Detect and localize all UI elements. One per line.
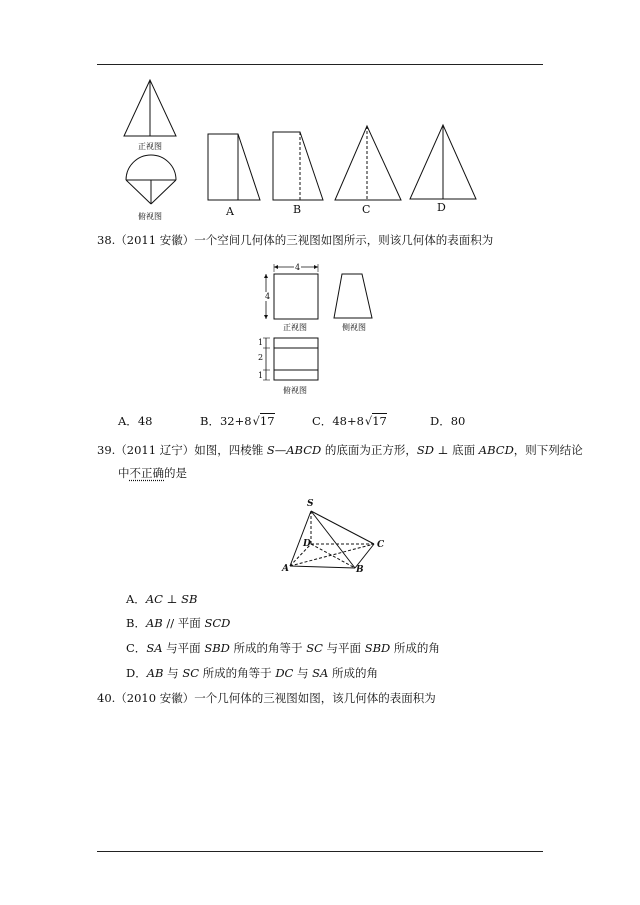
choice-letter: A． xyxy=(118,414,138,428)
radicand: 17 xyxy=(372,414,387,428)
sqrt-sign: √ xyxy=(364,414,373,428)
q39-stem-line1 xyxy=(97,445,583,457)
choice-var: SC xyxy=(182,666,199,680)
choice-text: 与 xyxy=(293,666,313,680)
option-d-figure xyxy=(407,123,479,201)
choice-text: 所成的角 xyxy=(390,641,440,655)
choice-text: 80 xyxy=(450,414,466,428)
choice-var: SBD xyxy=(364,641,391,655)
choice-var: AC xyxy=(145,592,163,606)
sqrt-sign: √ xyxy=(252,414,260,428)
bottom-rule xyxy=(97,851,543,852)
option-a-label: A xyxy=(226,205,234,218)
q39-text: 39.（2011 辽宁）如图，四棱锥 xyxy=(97,443,267,457)
choice-text: 32+8 xyxy=(219,414,252,428)
choice-letter: D． xyxy=(430,414,451,428)
q39-var: SD xyxy=(416,443,435,457)
choice-letter: B． xyxy=(200,414,220,428)
choice-var: SC xyxy=(306,641,323,655)
choice-var: SB xyxy=(181,592,198,606)
pyramid-label-s: S xyxy=(307,499,314,509)
choice-text: 与平面 xyxy=(162,641,205,655)
choice-letter: A． xyxy=(126,592,146,606)
q38-front-label: 正视图 xyxy=(283,323,307,332)
q38-choice-d xyxy=(430,416,465,428)
q39-text: 中 xyxy=(118,466,130,480)
q39-choice-b xyxy=(126,618,230,630)
choice-var: AB xyxy=(145,616,163,630)
choice-text: 48 xyxy=(137,414,153,428)
choice-text: 与平面 xyxy=(322,641,365,655)
q39-emphasis: 不正确 xyxy=(129,466,164,480)
choice-letter: C． xyxy=(126,641,147,655)
q38-dim-height: 4 xyxy=(265,292,271,301)
choice-var: AB xyxy=(146,666,164,680)
q38-front-view xyxy=(262,264,322,322)
top-rule xyxy=(97,64,543,65)
choice-letter: B． xyxy=(126,616,146,630)
choice-text: 所成的角 xyxy=(328,666,378,680)
q38-choice-a xyxy=(118,416,152,428)
pyramid-label-c: C xyxy=(377,540,385,550)
pyramid-label-a: A xyxy=(282,564,289,574)
q38-choice-c xyxy=(312,416,387,428)
choice-text: 与 xyxy=(163,666,183,680)
choice-var: SA xyxy=(146,641,163,655)
choice-var: SA xyxy=(312,666,329,680)
choice-text: 48+8 xyxy=(332,414,364,428)
front-view-label: 正视图 xyxy=(138,142,162,151)
q38-top-label: 俯视图 xyxy=(283,386,307,395)
q38-top-dim-3: 1 xyxy=(258,371,264,380)
q38-top-dim-2: 2 xyxy=(258,353,264,362)
q38-side-label: 侧视图 xyxy=(342,323,366,332)
option-d-label: D xyxy=(437,201,446,214)
q39-var: ABCD xyxy=(478,443,514,457)
top-view-figure xyxy=(122,158,180,208)
q39-choice-d xyxy=(126,668,378,680)
q39-choice-c xyxy=(126,643,440,655)
top-view-label: 俯视图 xyxy=(138,212,162,221)
q39-stem-line2 xyxy=(118,468,187,480)
q38-top-view xyxy=(262,336,322,384)
radicand: 17 xyxy=(259,414,275,428)
choice-var: DC xyxy=(275,666,294,680)
option-c-label: C xyxy=(362,203,371,216)
choice-var: SBD xyxy=(204,641,230,655)
q40-stem: 40.（2010 安徽）一个几何体的三视图如图，该几何体的表面积为 xyxy=(97,691,436,705)
choice-text: 所成的角等于 xyxy=(229,641,307,655)
q38-dim-width: 4 xyxy=(295,263,301,272)
q38-side-view xyxy=(332,272,376,320)
q38-top-dim-1: 1 xyxy=(258,338,264,347)
q39-text: ⊥ 底面 xyxy=(434,443,479,457)
q39-choice-a xyxy=(126,594,197,606)
q39-text: 的是 xyxy=(164,466,187,480)
option-c-figure xyxy=(332,124,404,202)
choice-var: SCD xyxy=(204,616,231,630)
q39-var: S—ABCD xyxy=(266,443,322,457)
choice-text: // 平面 xyxy=(162,616,205,630)
option-b-figure xyxy=(270,130,330,202)
choice-letter: C． xyxy=(312,414,333,428)
q38-stem: 38.（2011 安徽）一个空间几何体的三视图如图所示，则该几何体的表面积为 xyxy=(97,233,494,247)
choice-text: ⊥ xyxy=(162,592,182,606)
choice-letter: D． xyxy=(126,666,147,680)
option-b-label: B xyxy=(293,203,302,216)
q39-text: ，则下列结论 xyxy=(513,443,583,457)
pyramid-figure xyxy=(282,504,385,576)
q39-text: 的底面为正方形， xyxy=(321,443,417,457)
front-view-figure xyxy=(120,78,180,140)
pyramid-label-d: D xyxy=(303,539,311,549)
q38-choice-b xyxy=(200,416,275,428)
choice-text: 所成的角等于 xyxy=(199,666,276,680)
option-a-figure xyxy=(205,132,265,202)
pyramid-label-b: B xyxy=(356,565,364,575)
